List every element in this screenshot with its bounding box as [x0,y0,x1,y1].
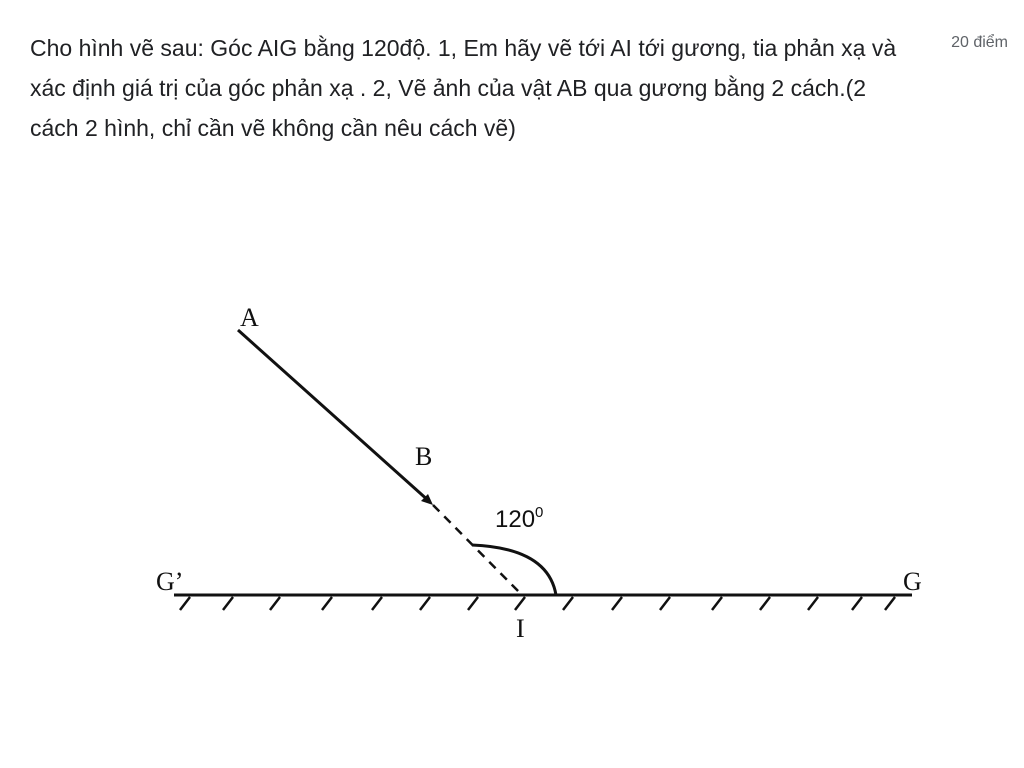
angle-value: 120 [495,506,536,533]
hatch-mark [852,597,862,610]
hatch-mark [660,597,670,610]
question-text: Cho hình vẽ sau: Góc AIG bằng 120độ. 1, Em hãy vẽ tới AI tới gương, tia phản xạ và xác định giá trị của góc phản xạ . 2, Vẽ ảnh của vật AB qua gương bằng 2 cách.(2 cách 2 hình, chỉ cần vẽ không cần nêu cách vẽ) [30,35,897,141]
mirror-hatching [180,597,895,610]
hatch-mark [468,597,478,610]
hatch-mark [885,597,895,610]
label-a: A [240,303,259,332]
hatch-mark [515,597,525,610]
label-g-prime: G’ [156,567,184,596]
hatch-mark [270,597,280,610]
hatch-mark [712,597,722,610]
label-g: G [903,567,922,596]
angle-degree-superscript: 0 [535,504,544,521]
points-label: 20 điểm [951,34,1008,51]
hatch-mark [808,597,818,610]
hatch-mark [223,597,233,610]
angle-value-label [495,504,543,533]
hatch-mark [322,597,332,610]
object-ab-line [238,330,433,502]
hatch-mark [420,597,430,610]
label-i: I [516,614,525,643]
hatch-mark [372,597,382,610]
hatch-mark [760,597,770,610]
hatch-mark [612,597,622,610]
label-b: B [415,442,433,471]
hatch-mark [180,597,190,610]
hatch-mark [563,597,573,610]
